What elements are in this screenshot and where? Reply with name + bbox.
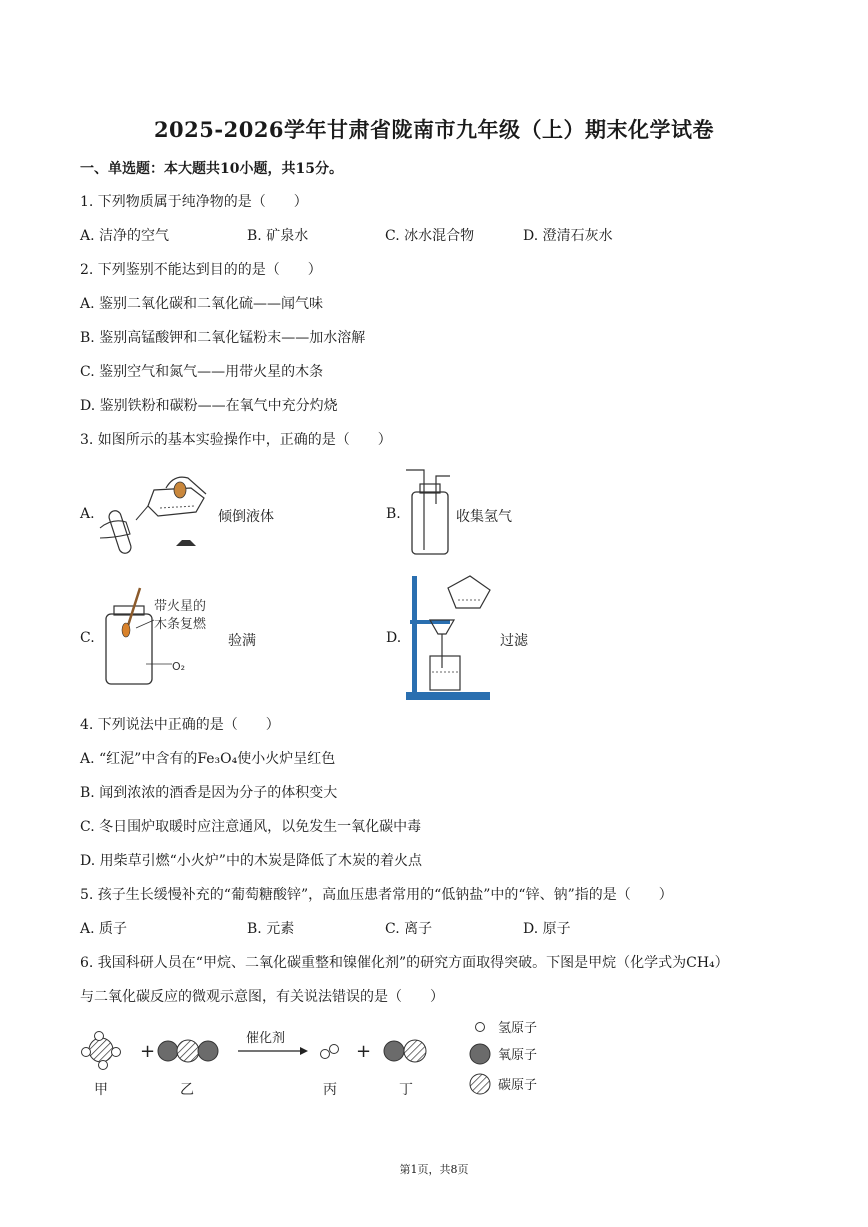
catalyst-label: 催化剂: [246, 1031, 286, 1046]
q3-option-d-letter: D.: [386, 630, 402, 646]
q4-option-c: C. 冬日围炉取暖时应注意通风，以免发生一氧化碳中毒: [80, 819, 422, 835]
legend-hydrogen: 氢原子: [498, 1021, 538, 1036]
carbon-monoxide-molecule: [384, 1040, 426, 1062]
q3-option-b-text: 收集氢气: [456, 509, 512, 525]
methane-molecule: [82, 1032, 121, 1070]
q2-option-d: D. 鉴别铁粉和碳粉——在氧气中充分灼烧: [80, 398, 338, 414]
label-jia: 甲: [94, 1082, 108, 1098]
carbon-dioxide-molecule: [158, 1040, 218, 1062]
q4-option-a: [80, 750, 335, 768]
q3-option-d-text: 过滤: [500, 633, 528, 649]
q5-option-b: B. 元素: [247, 921, 295, 937]
q6-stem-line1: 6. 我国科研人员在“甲烷、二氧化碳重整和镍催化剂”的研究方面取得突破。下图是甲烷（化学式为CH₄）: [80, 955, 729, 971]
c-fig-o2-label: O₂: [172, 660, 186, 673]
q3-option-c-text: 验满: [228, 633, 256, 649]
q2-option-b: B. 鉴别高锰酸钾和二氧化锰粉末——加水溶解: [80, 330, 366, 346]
q5-option-c: C. 离子: [385, 921, 433, 937]
plus-sign-2: +: [356, 1041, 372, 1062]
legend-carbon: 碳原子: [498, 1078, 538, 1093]
c-fig-label-1: 带火星的: [154, 599, 207, 614]
q4-option-a-formula: Fe₃O₄: [197, 751, 238, 767]
q2-stem: 2. 下列鉴别不能达到目的的是（ ）: [80, 262, 322, 278]
atom-legend: [470, 1021, 537, 1094]
q1-option-b: B. 矿泉水: [247, 228, 309, 244]
legend-oxygen: 氧原子: [498, 1048, 538, 1063]
q3-option-a-letter: A.: [80, 506, 95, 522]
q1-option-c: C. 冰水混合物: [385, 228, 475, 244]
q1-option-a: A. 洁净的空气: [80, 228, 170, 244]
oxygen-check-figure: [96, 584, 226, 688]
q5-option-a: A. 质子: [80, 921, 128, 937]
label-bing: 丙: [323, 1082, 337, 1098]
q3-stem: 3. 如图所示的基本实验操作中，正确的是（ ）: [80, 432, 392, 448]
label-yi: 乙: [180, 1082, 194, 1098]
q4-option-a-post: 使小火炉呈红色: [237, 751, 336, 767]
c-fig-label-2: 木条复燃: [154, 617, 207, 632]
page-footer: 第1页，共8页: [399, 1163, 469, 1176]
gas-collection-bottle-figure: [400, 464, 460, 558]
q2-option-c: C. 鉴别空气和氮气——用带火星的木条: [80, 364, 324, 380]
q4-stem: 4. 下列说法中正确的是（ ）: [80, 717, 280, 733]
q5-option-d: D. 原子: [523, 921, 571, 937]
q5-stem: 5. 孩子生长缓慢补充的“葡萄糖酸锌”，高血压患者常用的“低钠盐”中的“锌、钠”指的是（ ）: [80, 887, 673, 903]
section-heading: 一、单选题：本大题共10小题，共15分。: [80, 161, 343, 177]
q1-option-d: D. 澄清石灰水: [523, 228, 613, 244]
hydrogen-molecule: [321, 1045, 339, 1059]
q3-option-b-letter: B.: [386, 506, 401, 522]
q3-option-c-letter: C.: [80, 630, 95, 646]
plus-sign-1: +: [140, 1041, 156, 1062]
reaction-microscopic-diagram: [72, 1010, 592, 1102]
filtration-apparatus-figure: [400, 568, 496, 704]
q6-stem-line2: 与二氧化碳反应的微观示意图，有关说法错误的是（ ）: [80, 989, 444, 1005]
q1-stem: 1. 下列物质属于纯净物的是（ ）: [80, 194, 308, 210]
q3-option-a-text: 倾倒液体: [218, 509, 274, 525]
label-ding: 丁: [399, 1082, 413, 1098]
page-title: 2025-2026学年甘肃省陇南市九年级（上）期末化学试卷: [153, 117, 715, 142]
q4-option-a-pre: A. “红泥”中含有的: [80, 751, 198, 767]
q4-option-b: B. 闻到浓浓的酒香是因为分子的体积变大: [80, 785, 338, 801]
q2-option-a: A. 鉴别二氧化碳和二氧化硫——闻气味: [80, 296, 324, 312]
q4-option-d: D. 用柴草引燃“小火炉”中的木炭是降低了木炭的着火点: [80, 853, 422, 869]
pouring-liquid-figure: [96, 468, 216, 560]
